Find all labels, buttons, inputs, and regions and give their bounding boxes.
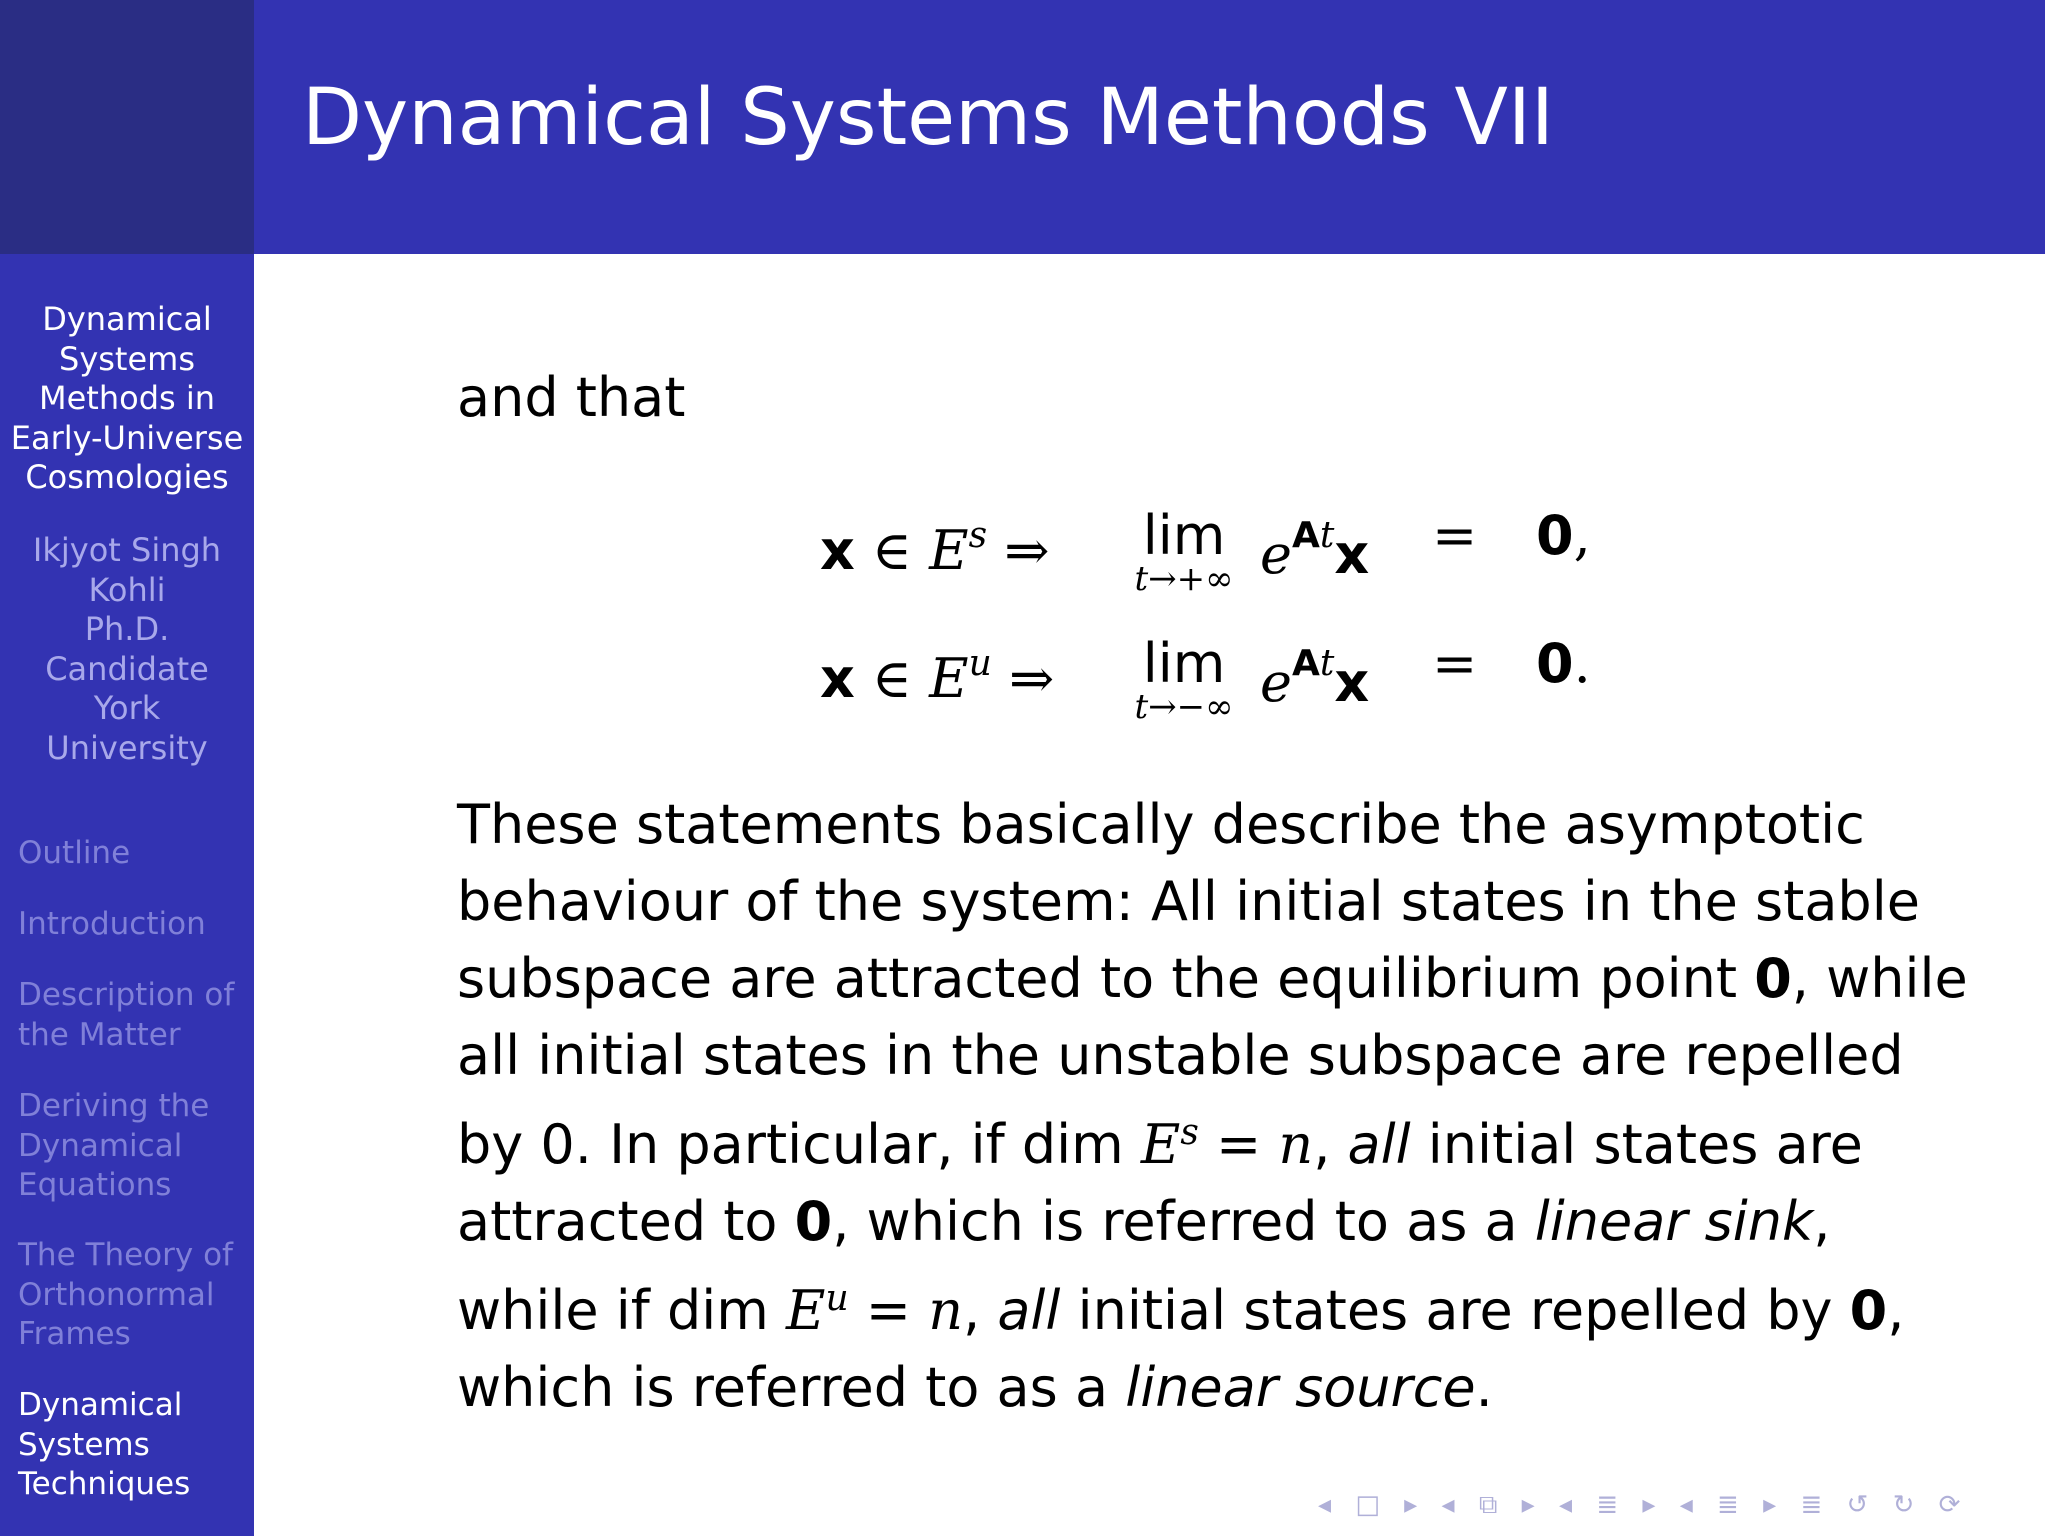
subspace-superscript: u (968, 643, 992, 684)
sidebar-item-label: The Theory of (18, 1237, 233, 1273)
author-line: Ikjyot Singh (32, 531, 222, 569)
implies-symbol: ⇒ (1008, 647, 1055, 710)
lim-word: lim (1142, 504, 1226, 567)
exp-base: e (1260, 651, 1292, 714)
zero-vector: 0 (1536, 504, 1574, 567)
vector-x: x (1334, 651, 1370, 714)
sidebar-item-label: Systems (18, 1426, 150, 1463)
exp-base: e (1260, 523, 1292, 586)
equals-sign: = (1432, 632, 1478, 695)
subspace-superscript: u (825, 1278, 849, 1319)
element-of-symbol: ∈ (872, 647, 912, 710)
author-line: Ph.D. (84, 610, 170, 648)
equation-lhs (820, 496, 1050, 591)
forward-icon[interactable]: ↻ (1892, 1490, 1915, 1520)
limit-subscript: t→−∞ (1134, 687, 1234, 727)
sidebar-item-label: Orthonormal (18, 1276, 215, 1313)
paragraph-text: , (962, 1279, 998, 1342)
limit-operator (1100, 624, 1268, 727)
limit-subscript: t→+∞ (1134, 559, 1234, 599)
lim-word: lim (1142, 632, 1226, 695)
subspace-symbol: E (1140, 1113, 1181, 1176)
emphasis-text: all (1347, 1113, 1411, 1176)
paragraph-text: . (1475, 1356, 1493, 1419)
vector-x: x (820, 519, 855, 582)
paragraph-text: , while all initial states in the unstable subspace are repelled by 0. In particular, if dim (457, 947, 1968, 1176)
author-line: University (46, 728, 208, 767)
implies-symbol: ⇒ (1004, 519, 1050, 582)
punctuation: , (1573, 504, 1591, 567)
appendix-icon[interactable]: ≣ (1800, 1490, 1823, 1520)
paragraph-text: initial states are repelled by (1060, 1279, 1850, 1342)
subspace-superscript: s (968, 515, 988, 556)
element-of-symbol: ∈ (872, 519, 912, 582)
sidebar-item-label: the Matter (18, 1016, 181, 1053)
sidebar-item-label: Equations (18, 1167, 172, 1203)
sidebar-item-label: Deriving the (18, 1088, 210, 1124)
zero-vector: 0 (794, 1190, 833, 1253)
slide-icon[interactable]: ⧉ (1478, 1490, 1498, 1520)
limit-operator (1100, 496, 1268, 599)
emphasis-text: all (997, 1279, 1061, 1342)
nav-next-section-icon[interactable]: ▸ (1763, 1490, 1777, 1520)
body-paragraph (457, 786, 1987, 1426)
paragraph-text: , which is referred to as a (457, 1279, 1905, 1419)
nav-prev-frame-icon[interactable]: ◂ (1318, 1490, 1332, 1520)
sidebar-item-label: Techniques (18, 1466, 191, 1502)
equals-sign: = (1432, 504, 1478, 567)
vector-x: x (1334, 523, 1370, 586)
talk-title-line: Methods in (38, 379, 216, 417)
dimension-n: n (1278, 1113, 1314, 1176)
term-linear-source: linear source (1125, 1356, 1476, 1419)
matrix-exponential (1260, 624, 1369, 723)
paragraph-text: , while if dim (457, 1190, 1831, 1342)
nav-prev-slide-icon[interactable]: ◂ (1441, 1490, 1455, 1520)
author-line: Kohli (88, 570, 166, 609)
exp-t: t (1319, 515, 1335, 556)
lead-text: and that (457, 366, 686, 429)
matrix-exponential (1260, 496, 1369, 595)
nav-prev-section-icon[interactable]: ◂ (1679, 1490, 1693, 1520)
back-icon[interactable]: ↺ (1846, 1490, 1869, 1520)
subsection-icon[interactable]: ≣ (1596, 1490, 1619, 1520)
nav-prev-subsection-icon[interactable]: ◂ (1559, 1490, 1573, 1520)
sidebar-item-label: Dynamical (18, 1387, 183, 1423)
zero-vector: 0 (1536, 632, 1574, 695)
sidebar-item-label: Description of (18, 977, 235, 1013)
paragraph-text: These statements basically describe the asymptotic behaviour of the system: All initial states in the stable subspace are attracted to the equilibrium point (457, 793, 1920, 1010)
term-linear-sink: linear sink (1534, 1190, 1814, 1253)
matrix-A: A (1291, 643, 1320, 684)
paragraph-text: , (1313, 1113, 1348, 1176)
search-refresh-icon[interactable]: ⟳ (1938, 1490, 1961, 1520)
sidebar-item-label: Frames (18, 1316, 131, 1352)
equation-lhs (820, 624, 1054, 719)
paragraph-text: initial states are attracted to (457, 1113, 1863, 1253)
vector-x: x (820, 647, 855, 710)
zero-vector: 0 (1754, 947, 1792, 1010)
zero-vector: 0 (1849, 1279, 1888, 1342)
equation-rhs (1536, 496, 1591, 576)
sidebar-item-label: Outline (18, 835, 131, 871)
frame-icon[interactable]: □ (1355, 1490, 1380, 1520)
subspace-symbol: E (929, 519, 969, 582)
equals-sign: = (848, 1279, 929, 1342)
exp-t: t (1319, 643, 1335, 684)
nav-next-frame-icon[interactable]: ▸ (1404, 1490, 1418, 1520)
subspace-symbol: E (929, 647, 969, 710)
paragraph-text: , which is referred to as a (832, 1190, 1535, 1253)
author-line: Candidate (45, 649, 209, 688)
talk-title-line: Systems (59, 339, 195, 378)
matrix-A: A (1291, 515, 1320, 556)
author-line: York (93, 689, 161, 727)
talk-title-line: Early-Universe (10, 418, 244, 457)
beamer-navigation-bar (1310, 1488, 1968, 1522)
talk-title-line: Cosmologies (25, 458, 229, 496)
dimension-n: n (928, 1279, 963, 1342)
subspace-symbol: E (786, 1279, 826, 1342)
subspace-superscript: s (1180, 1112, 1199, 1153)
sidebar-item-label: Introduction (18, 906, 206, 942)
punctuation: . (1573, 632, 1591, 695)
nav-next-slide-icon[interactable]: ▸ (1521, 1490, 1535, 1520)
equals-sign: = (1198, 1113, 1279, 1176)
sidebar-item-label: Dynamical (18, 1127, 183, 1164)
slide-title: Dynamical Systems Methods VII (302, 73, 1554, 163)
section-icon[interactable]: ≣ (1717, 1490, 1739, 1520)
nav-next-subsection-icon[interactable]: ▸ (1642, 1490, 1656, 1520)
talk-title-line: Dynamical (42, 300, 212, 338)
equation-rhs (1536, 624, 1591, 704)
